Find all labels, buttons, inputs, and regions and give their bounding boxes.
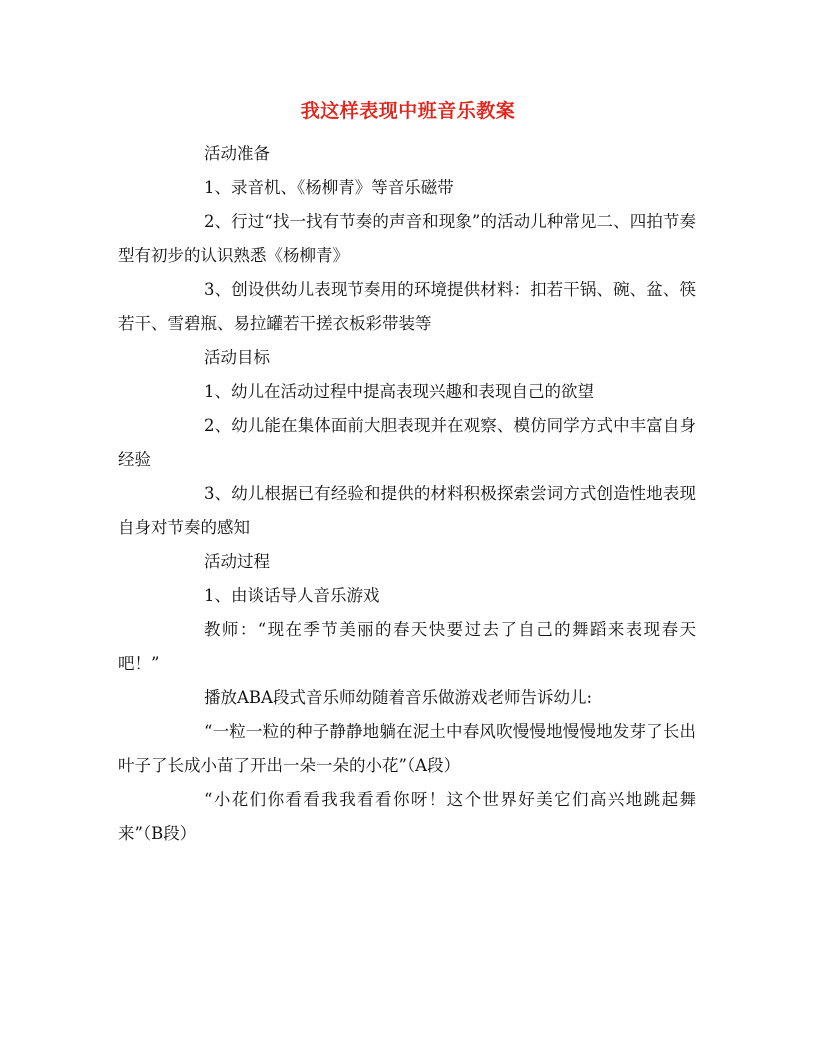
- section-heading-preparation: 活动准备: [204, 144, 270, 163]
- paragraph: 1、幼儿在活动过程中提高表现兴趣和表现自己的欲望: [204, 382, 594, 401]
- paragraph: 2、幼儿能在集体面前大胆表现并在观察、模仿同学方式中丰富自身经验: [118, 416, 696, 469]
- paragraph: 3、创设供幼儿表现节奏用的环境提供材料：扣若干锅、碗、盆、筷若干、雪碧瓶、易拉罐若干搓衣板彩带装等: [118, 280, 696, 333]
- paragraph: “一粒一粒的种子静静地躺在泥土中春风吹慢慢地慢慢地发芽了长出叶子了长成小苗了开出一朵一朵的小花”（A段）: [118, 722, 696, 775]
- paragraph: 2、行过“找一找有节奏的声音和现象”的活动儿种常见二、四拍节奏型有初步的认识熟悉《杨柳青》: [118, 212, 696, 265]
- paragraph: 1、由谈话导人音乐游戏: [204, 586, 380, 605]
- section-heading-goals: 活动目标: [204, 348, 270, 367]
- paragraph: 1、录音机、《杨柳青》等音乐磁带: [204, 178, 454, 197]
- paragraph: “小花们你看看我我看看你呀！这个世界好美它们高兴地跳起舞来”（B段）: [118, 790, 696, 843]
- paragraph: 教师：“现在季节美丽的春天快要过去了自己的舞蹈来表现春天吧！”: [118, 620, 696, 673]
- section-heading-process: 活动过程: [204, 552, 270, 571]
- document-title: 我这样表现中班音乐教案: [300, 100, 516, 122]
- paragraph: 3、幼儿根据已有经验和提供的材料积极探索尝词方式创造性地表现自身对节奏的感知: [118, 484, 696, 537]
- document-body: [118, 137, 696, 851]
- paragraph: 播放ABA段式音乐师幼随着音乐做游戏老师告诉幼儿:: [204, 688, 593, 707]
